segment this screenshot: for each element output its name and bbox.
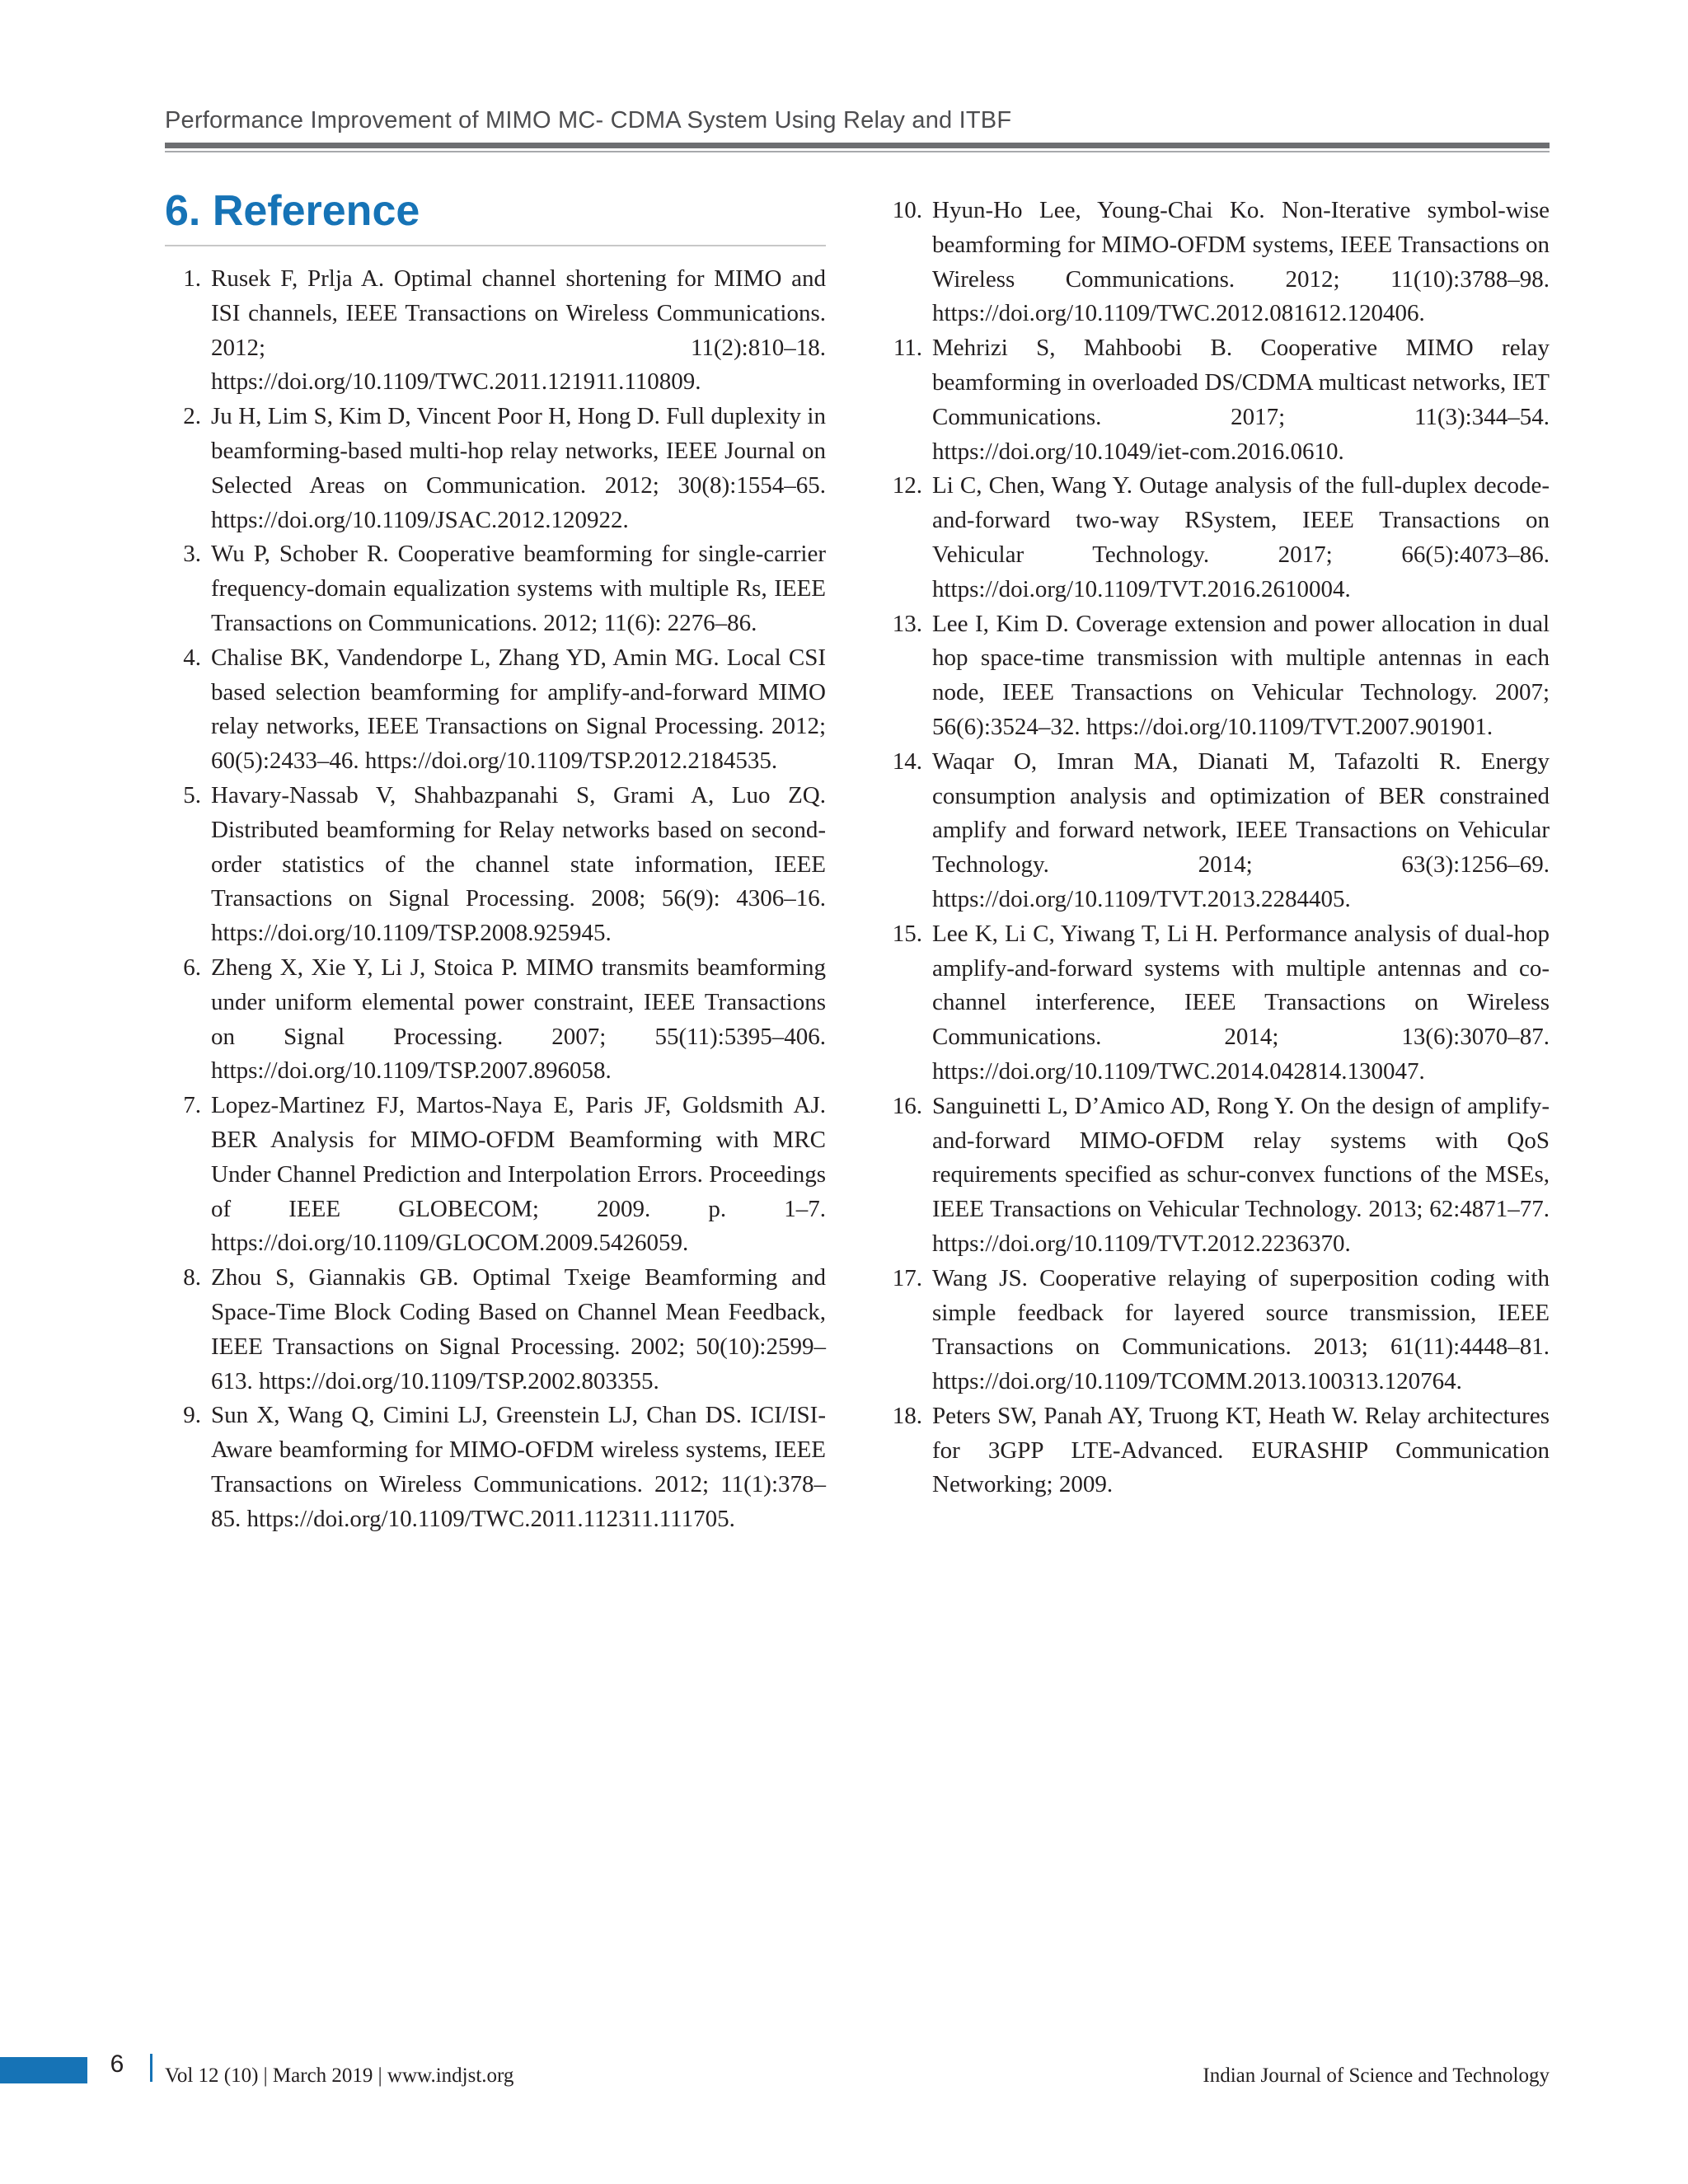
reference-item <box>165 951 826 1089</box>
reference-list-right-column <box>886 194 1550 1502</box>
reference-item <box>886 607 1550 745</box>
reference-text: Ju H, Lim S, Kim D, Vincent Poor H, Hong D. Full duplexity in beamforming-based multi-hop relay networks, IEEE Journal on Selected Areas on Communication. 2012; 30(8):1554–65. https://doi.org/10.1109/JSAC.2012.120922. <box>211 403 826 533</box>
reference-text: Peters SW, Panah AY, Truong KT, Heath W. Relay architectures for 3GPP LTE-Advanced. EURASHIP Communication Networking; 2009. <box>932 1402 1550 1498</box>
page-number: 6 <box>110 2050 124 2078</box>
reference-number: 17. <box>892 1264 922 1291</box>
reference-number: 1. <box>183 265 201 292</box>
section-title: 6. Reference <box>165 187 420 235</box>
reference-item <box>165 1399 826 1536</box>
reference-text: Havary-Nassab V, Shahbazpanahi S, Grami A, Luo ZQ. Distributed beamforming for Relay networks based on second-order statistics of the channel state information, IEEE Transactions on Signal Processing. 2008; 56(9): 4306–16. https://doi.org/10.1109/TSP.2008.925945. <box>211 781 826 947</box>
reference-item <box>886 1090 1550 1262</box>
footer-journal-name: Indian Journal of Science and Technology <box>1203 2064 1550 2087</box>
reference-number: 15. <box>892 920 922 947</box>
reference-item <box>165 262 826 400</box>
reference-text: Zheng X, Xie Y, Li J, Stoica P. MIMO transmits beamforming under uniform elemental power constraint, IEEE Transactions on Signal Processing. 2007; 55(11):5395–406. https://doi.org/10.1109/TSP.2007.896058. <box>211 954 826 1085</box>
reference-number: 16. <box>892 1092 922 1119</box>
reference-list-left-column <box>165 262 826 1536</box>
reference-item <box>165 400 826 537</box>
reference-text: Rusek F, Prlja A. Optimal channel shortening for MIMO and ISI channels, IEEE Transactions on Wireless Communications. 2012; 11(2):810–18. https://doi.org/10.1109/TWC.2011.121911.110809. <box>211 265 826 396</box>
reference-item <box>165 1261 826 1399</box>
reference-number: 3. <box>183 541 201 568</box>
footer-accent-bar <box>0 2057 87 2083</box>
reference-item <box>886 1262 1550 1399</box>
reference-number: 12. <box>892 472 922 499</box>
reference-number: 7. <box>183 1092 201 1119</box>
footer-separator <box>150 2054 152 2082</box>
reference-text: Lee I, Kim D. Coverage extension and power allocation in dual hop space-time transmission with multiple antennas in each node, IEEE Transactions on Vehicular Technology. 2007; 56(6):3524–32. https://doi.org/10.1109/TVT.2007.901901. <box>932 610 1550 740</box>
reference-text: Chalise BK, Vandendorpe L, Zhang YD, Amin MG. Local CSI based selection beamforming for amplify-and-forward MIMO relay networks, IEEE Transactions on Signal Processing. 2012; 60(5):2433–46. https://doi.org/10.1109/TSP.2012.2184535. <box>211 644 826 775</box>
reference-text: Waqar O, Imran MA, Dianati M, Tafazolti R. Energy consumption analysis and optimization of BER constrained amplify and forward network, IEEE Transactions on Vehicular Technology. 2014; 63(3):1256–69. https://doi.org/10.1109/TVT.2013.2284405. <box>932 748 1550 912</box>
reference-text: Zhou S, Giannakis GB. Optimal Txeige Beamforming and Space-Time Block Coding Based on Channel Mean Feedback, IEEE Transactions on Signal Processing. 2002; 50(10):2599–613. https://doi.org/10.1109/TSP.2002.803355. <box>211 1264 826 1394</box>
reference-item <box>165 779 826 951</box>
header-rule <box>165 143 1550 148</box>
reference-text: Hyun-Ho Lee, Young-Chai Ko. Non-Iterative symbol-wise beamforming for MIMO-OFDM systems, IEEE Transactions on Wireless Communications. 2012; 11(10):3788–98. https://doi.org/10.1109/TWC.2012.081612.120406. <box>932 197 1550 327</box>
reference-number: 13. <box>892 610 922 637</box>
running-header-title: Performance Improvement of MIMO MC- CDMA System Using Relay and ITBF <box>165 107 1012 134</box>
reference-item <box>886 469 1550 607</box>
section-title-rule <box>165 245 826 246</box>
footer-issue-info: Vol 12 (10) | March 2019 | www.indjst.org <box>165 2064 514 2087</box>
reference-item <box>886 1399 1550 1502</box>
reference-item <box>165 1089 826 1261</box>
header-rule-thin <box>165 151 1550 152</box>
reference-text: Sanguinetti L, D’Amico AD, Rong Y. On the design of amplify-and-forward MIMO-OFDM relay systems with QoS requirements specified as schur-convex functions of the MSEs, IEEE Transactions on Vehicular Technology. 2013; 62:4871–77. https://doi.org/10.1109/TVT.2012.2236370. <box>932 1092 1550 1257</box>
reference-text: Wang JS. Cooperative relaying of superposition coding with simple feedback for layered source transmission, IEEE Transactions on Communications. 2013; 61(11):4448–81. https://doi.org/10.1109/TCOMM.2013.100313.120764. <box>932 1264 1550 1395</box>
reference-text: Li C, Chen, Wang Y. Outage analysis of the full-duplex decode-and-forward two-way RSystem, IEEE Transactions on Vehicular Technology. 2017; 66(5):4073–86. https://doi.org/10.1109/TVT.2016.2610004. <box>932 472 1550 602</box>
reference-text: Lee K, Li C, Yiwang T, Li H. Performance analysis of dual-hop amplify-and-forward systems with multiple antennas and co-channel interference, IEEE Transactions on Wireless Communications. 2014; 13(6):3070–87. https://doi.org/10.1109/TWC.2014.042814.130047. <box>932 920 1550 1085</box>
reference-number: 5. <box>183 781 201 808</box>
reference-item <box>886 331 1550 469</box>
reference-number: 4. <box>183 644 201 671</box>
reference-number: 8. <box>183 1264 201 1291</box>
reference-text: Mehrizi S, Mahboobi B. Cooperative MIMO relay beamforming in overloaded DS/CDMA multicast networks, IET Communications. 2017; 11(3):344–54. https://doi.org/10.1049/iet-com.2016.0610. <box>932 335 1550 465</box>
reference-number: 6. <box>183 954 201 981</box>
reference-item <box>886 194 1550 331</box>
reference-item <box>165 641 826 779</box>
reference-text: Sun X, Wang Q, Cimini LJ, Greenstein LJ, Chan DS. ICI/ISI-Aware beamforming for MIMO-OFDM wireless systems, IEEE Transactions on Wireless Communications. 2012; 11(1):378–85. https://doi.org/10.1109/TWC.2011.112311.111705. <box>211 1402 826 1532</box>
reference-item <box>886 917 1550 1090</box>
reference-number: 18. <box>892 1402 922 1429</box>
reference-number: 10. <box>892 197 922 223</box>
reference-item <box>165 537 826 640</box>
reference-number: 9. <box>183 1402 201 1429</box>
reference-text: Wu P, Schober R. Cooperative beamforming for single-carrier frequency-domain equalization systems with multiple Rs, IEEE Transactions on Communications. 2012; 11(6): 2276–86. <box>211 541 826 636</box>
reference-number: 11. <box>893 335 922 362</box>
reference-text: Lopez-Martinez FJ, Martos-Naya E, Paris JF, Goldsmith AJ. BER Analysis for MIMO-OFDM Beamforming with MRC Under Channel Prediction and Interpolation Errors. Proceedings of IEEE GLOBECOM; 2009. p. 1–7. https://doi.org/10.1109/GLOCOM.2009.5426059. <box>211 1092 826 1257</box>
reference-number: 2. <box>183 403 201 430</box>
reference-number: 14. <box>892 748 922 775</box>
reference-item <box>886 745 1550 917</box>
